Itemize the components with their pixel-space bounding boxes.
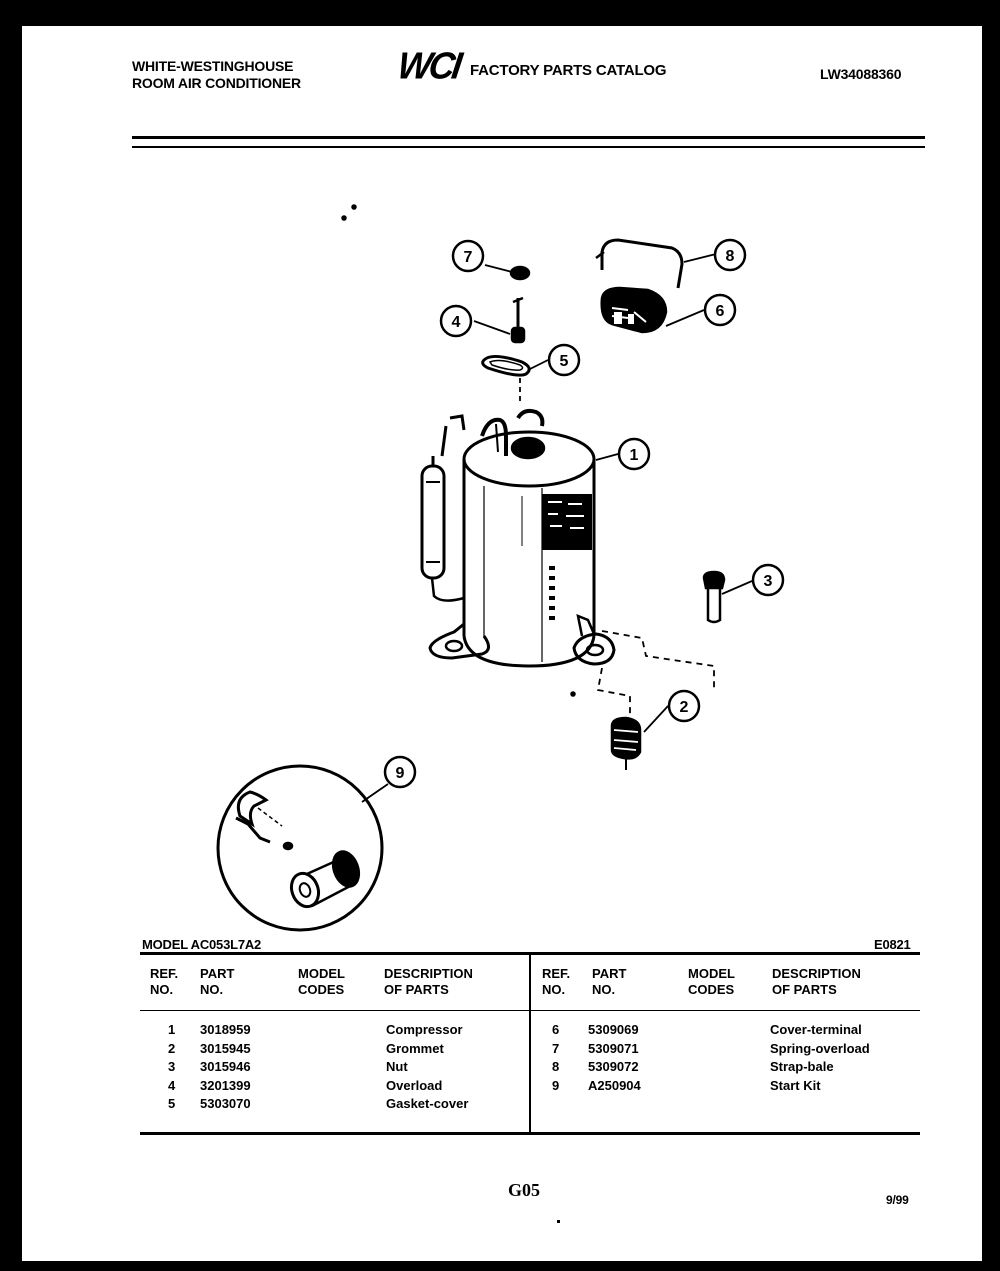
table-row — [22, 1021, 982, 1039]
callout-label: 5 — [559, 353, 569, 370]
table-row — [22, 1040, 982, 1058]
callout-3 — [753, 565, 783, 595]
callout-label: 8 — [725, 248, 735, 265]
callout-label: 6 — [715, 303, 725, 320]
description-cell: Cover-terminal — [770, 1022, 862, 1037]
brand-line-2: ROOM AIR CONDITIONER — [132, 75, 301, 91]
part-no-cell: 3015946 — [200, 1059, 251, 1074]
exploded-parts-diagram — [22, 26, 982, 956]
table-row — [22, 1095, 982, 1113]
part-no-cell: A250904 — [588, 1077, 641, 1093]
description-cell: Overload — [386, 1077, 443, 1093]
callout-label: 4 — [451, 314, 461, 331]
callout-8 — [715, 240, 745, 270]
callout-7 — [453, 241, 483, 271]
table-row — [22, 1077, 982, 1095]
header-description-right: DESCRIPTION OF PARTS — [772, 966, 861, 997]
brand-line-1: WHITE-WESTINGHOUSE — [132, 58, 294, 74]
cover-terminal-part — [602, 288, 666, 332]
part-no-cell: 5309069 — [588, 1022, 639, 1037]
revision-date: 9/99 — [886, 1193, 909, 1207]
description-cell: Strap-bale — [770, 1059, 834, 1074]
table-header-rule — [140, 1010, 920, 1011]
callout-label: 7 — [463, 249, 473, 266]
part-no-cell: 3201399 — [200, 1077, 251, 1093]
ref-no-cell: 8 — [552, 1059, 560, 1074]
part-no-cell: 5309071 — [588, 1040, 639, 1056]
catalog-title: FACTORY PARTS CATALOG — [470, 62, 667, 79]
gasket-cover-part — [483, 356, 530, 375]
ref-no-cell: 6 — [552, 1022, 560, 1037]
callout-label: 2 — [679, 699, 689, 716]
description-cell: Spring-overload — [770, 1040, 870, 1056]
compressor-part — [422, 411, 614, 666]
page-code: G05 — [508, 1180, 541, 1200]
callout-label: 3 — [763, 573, 773, 590]
callout-label: 9 — [395, 765, 405, 782]
part-no-cell: 3015945 — [200, 1040, 251, 1056]
catalog-page — [22, 26, 982, 1261]
description-cell: Gasket-cover — [386, 1096, 469, 1111]
part-no-cell: 5309072 — [588, 1059, 639, 1074]
ref-no-cell: 3 — [168, 1059, 176, 1074]
ref-no-cell: 1 — [168, 1022, 176, 1037]
table-row — [22, 1058, 982, 1076]
callout-9 — [385, 757, 415, 787]
callout-5 — [549, 345, 579, 375]
catalog-number: LW34088360 — [820, 66, 902, 82]
description-cell: Nut — [386, 1059, 408, 1074]
table-rule-bottom — [140, 1132, 920, 1135]
callout-2 — [669, 691, 699, 721]
overload-part — [512, 298, 524, 342]
callout-4 — [441, 306, 471, 336]
strap-bale-part — [596, 240, 682, 288]
description-cell: Grommet — [386, 1040, 444, 1056]
grommet-part — [612, 718, 640, 770]
callout-6 — [705, 295, 735, 325]
ref-no-cell: 2 — [168, 1040, 176, 1056]
header-model-codes-left: MODEL CODES — [298, 966, 345, 997]
header-model-codes-right: MODEL CODES — [688, 966, 735, 997]
callout-1 — [619, 439, 649, 469]
start-kit-part — [218, 766, 382, 930]
ref-no-cell: 5 — [168, 1096, 176, 1111]
description-cell: Compressor — [386, 1022, 463, 1037]
callout-label: 1 — [629, 447, 639, 464]
header-part-no-right: PART NO. — [592, 966, 627, 997]
nut-part — [704, 572, 724, 622]
header-ref-no-right: REF. NO. — [542, 966, 571, 997]
part-no-cell: 3018959 — [200, 1022, 251, 1037]
speck — [557, 1220, 560, 1223]
ref-no-cell: 4 — [168, 1077, 176, 1093]
part-no-cell: 5303070 — [200, 1096, 251, 1111]
description-cell: Start Kit — [770, 1077, 821, 1093]
wci-logo-text: WCI — [395, 43, 463, 87]
header-part-no-left: PART NO. — [200, 966, 235, 997]
ref-no-cell: 9 — [552, 1077, 560, 1093]
header-ref-no-left: REF. NO. — [150, 966, 179, 997]
header-description-left: DESCRIPTION OF PARTS — [384, 966, 473, 997]
ref-no-cell: 7 — [552, 1040, 560, 1056]
diagram-code: E0821 — [874, 937, 911, 952]
model-label: MODEL AC053L7A2 — [142, 937, 262, 952]
spring-overload-part — [511, 267, 529, 279]
